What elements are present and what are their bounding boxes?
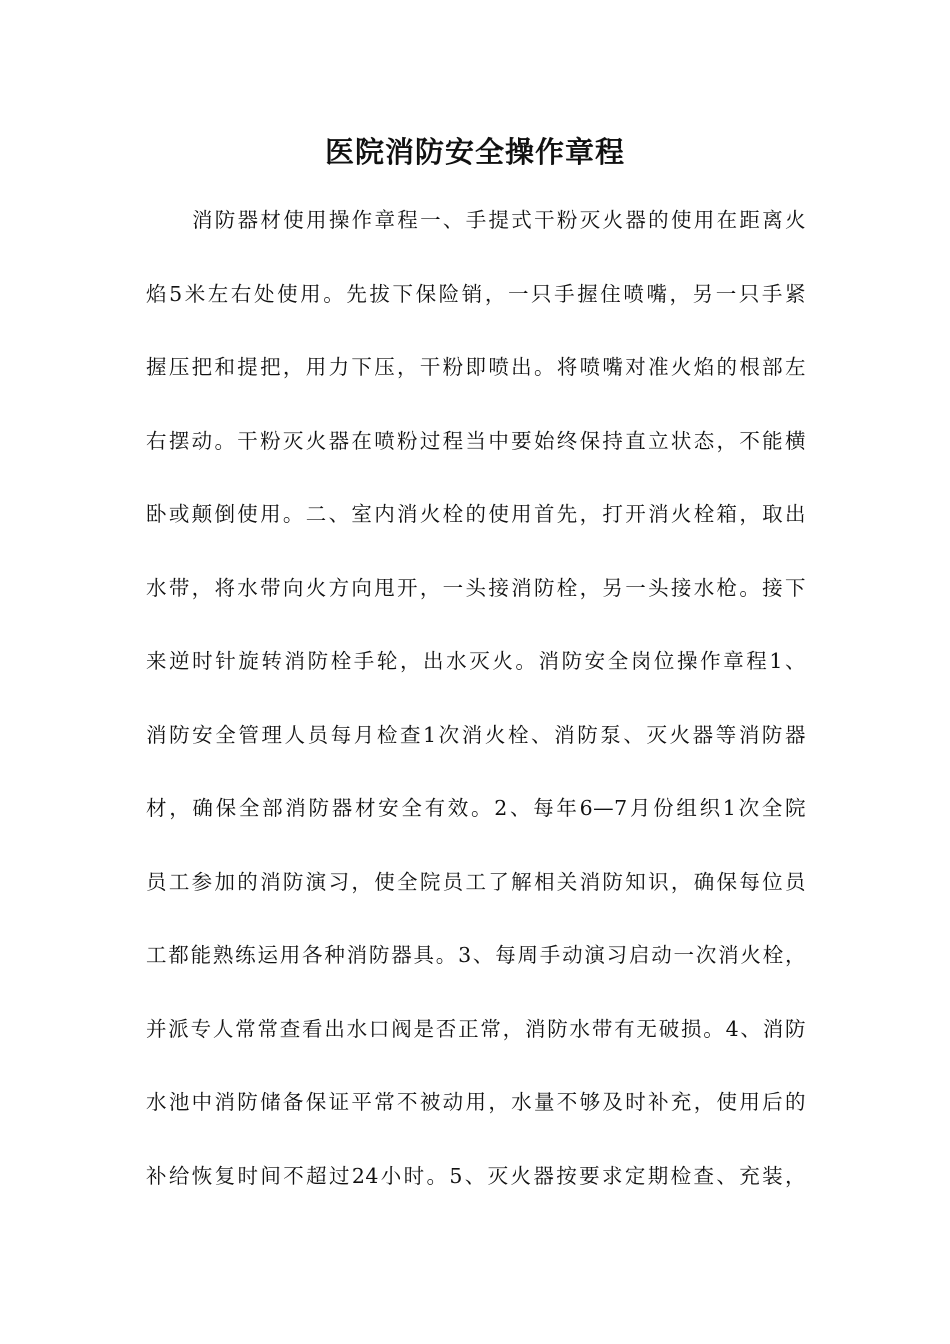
paragraph-line: 员工参加的消防演习，使全院员工了解相关消防知识，确保每位员 bbox=[146, 869, 806, 894]
paragraph-line: 补给恢复时间不超过24小时。5、灭火器按要求定期检查、充装， bbox=[146, 1163, 806, 1188]
paragraph-line: 消防器材使用操作章程一、手提式干粉灭火器的使用在距离火 bbox=[192, 208, 806, 232]
paragraph-line: 握压把和提把，用力下压，干粉即喷出。将喷嘴对准火焰的根部左 bbox=[146, 355, 806, 379]
page-title: 医院消防安全操作章程 bbox=[324, 135, 625, 169]
paragraph-line: 右摆动。干粉灭火器在喷粉过程当中要始终保持直立状态，不能横 bbox=[146, 428, 806, 453]
paragraph-line: 水池中消防储备保证平常不被动用，水量不够及时补充，使用后的 bbox=[146, 1090, 806, 1114]
paragraph-line: 焰5米左右处使用。先拔下保险销，一只手握住喷嘴，另一只手紧 bbox=[146, 281, 806, 306]
paragraph-line: 工都能熟练运用各种消防器具。3、每周手动演习启动一次消火栓， bbox=[146, 943, 806, 967]
paragraph-line: 并派专人常常查看出水口阀是否正常，消防水带有无破损。4、消防 bbox=[146, 1016, 806, 1041]
paragraph-line: 卧或颠倒使用。二、室内消火栓的使用首先，打开消火栓箱，取出 bbox=[146, 502, 806, 526]
paragraph-line: 材，确保全部消防器材安全有效。2、每年6—7月份组织1次全院 bbox=[146, 796, 806, 820]
paragraph-line: 消防安全管理人员每月检查1次消火栓、消防泵、灭火器等消防器 bbox=[146, 722, 806, 747]
paragraph-line: 水带，将水带向火方向甩开，一头接消防栓，另一头接水枪。接下 bbox=[146, 575, 806, 600]
paragraph-line: 来逆时针旋转消防栓手轮，出水灭火。消防安全岗位操作章程1、 bbox=[146, 649, 806, 673]
document-body bbox=[146, 198, 806, 1227]
